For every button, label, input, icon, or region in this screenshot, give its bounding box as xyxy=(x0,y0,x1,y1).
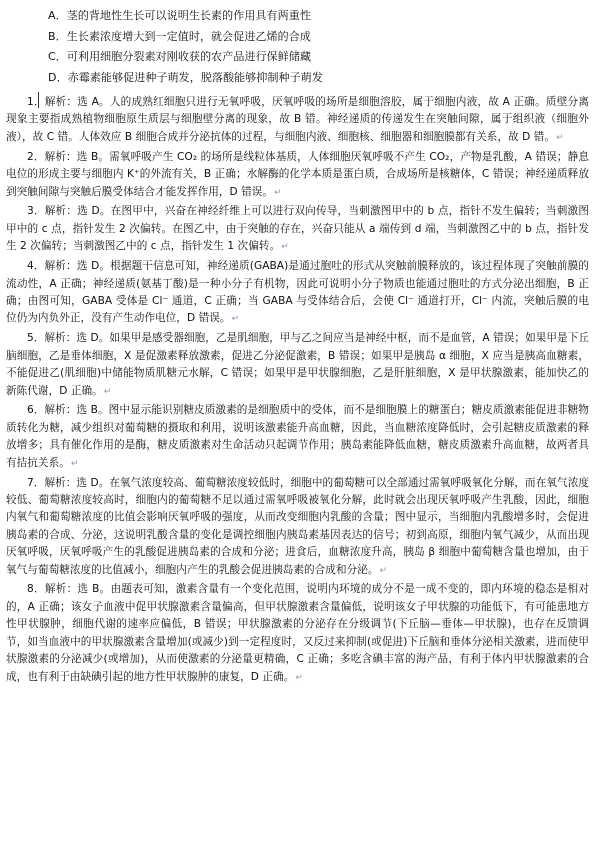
option-c: C．可利用细胞分裂素对刚收获的农产品进行保鲜储藏 xyxy=(48,50,312,63)
answer-8 xyxy=(6,581,589,686)
paragraph-mark-icon: ↵ xyxy=(231,314,240,325)
answer-7-text: 7．解析：选 D。在氧气浓度较高、葡萄糖浓度较低时，细胞中的葡萄糖可以全部通过需氧呼吸氧化分解，而在氧气浓度较低、葡萄糖浓度较高时，细胞内的葡萄糖不足以通过需氧呼吸被氧化分解，此时就会出现厌氧呼吸产生乳酸，因此，细胞内氧气和葡萄糖浓度的比值会影响厌氧呼吸的强度，从而改变细胞内乳酸的含量；图中显示，当细胞内乳酸增多时，会促进胰岛素的合成、分泌，这说明乳酸含量的变化是调控细胞内胰岛素基因表达的信号；初到高原，细胞内氧气减少，从而出现厌氧呼吸，厌氧呼吸产生的乳酸促进胰岛素的合成和分泌；进食后，血糖浓度升高，胰岛 β 细胞中葡萄糖含量也增加，由于氧气与葡萄糖浓度的比值减小，细胞内产生的乳酸会促进胰岛素的合成和分泌。 xyxy=(6,476,589,576)
answer-2-text: 2．解析：选 B。需氧呼吸产生 CO₂ 的场所是线粒体基质，人体细胞厌氧呼吸不产生 CO₂，产物是乳酸，A 错误；静息电位的形成主要与细胞内 K⁺的外流有关，B 正确；水解酶的化学本质是蛋白质，合成场所是核糖体，C 错误；神经递质释放到突触间隙与突触后膜受体结合才能发挥作用，D 错误。 xyxy=(6,150,589,198)
answer-6-text: 6．解析：选 B。图中显示能识别糖皮质激素的是细胞质中的受体，而不是细胞膜上的糖蛋白；糖皮质激素能促进非糖物质转化为糖，减少组织对葡萄糖的摄取和利用，说明该激素能升高血糖，因此，当血糖浓度降低时，会引起糖皮质激素的释放增多；具有催化作用的是酶，糖皮质激素对生命活动只起调节作用；胰岛素能降低血糖，糖皮质激素升高血糖，故两者具有拮抗关系。 xyxy=(6,404,589,469)
answer-2 xyxy=(6,149,589,202)
paragraph-mark-icon: ↵ xyxy=(70,458,79,469)
option-a: A．茎的背地性生长可以说明生长素的作用具有两重性 xyxy=(48,9,311,22)
question-options xyxy=(48,6,568,88)
paragraph-mark-icon: ↵ xyxy=(274,187,282,198)
answer-3 xyxy=(6,203,589,256)
answer-explanations xyxy=(6,94,589,688)
answer-1-text: 1．解析：选 A。人的成熟红细胞只进行无氧呼吸，厌氧呼吸的场所是细胞溶胶，属于细胞内液，故 A 正确。质壁分离现象主要指成熟植物细胞原生质层与细胞壁分离的现象，故 B 错。神经递质的传递发生在突触间隙，属于组织液（细胞外液），故 C 错。人体效应 B 细胞合成并分泌抗体的过程，与细胞内液、细胞核、细胞器和细胞膜都有关系，故 D 错。 xyxy=(6,96,589,143)
paragraph-mark-icon: ↵ xyxy=(379,565,388,576)
paragraph-mark-icon: ↵ xyxy=(295,672,303,683)
answer-3-text: 3．解析：选 D。在图甲中，兴奋在神经纤维上可以进行双向传导，当刺激图甲中的 b 点，指针不发生偏转；当刺激图甲中的 c 点，指针发生 2 次偏转。在图乙中，由于突触的存在，兴奋只能从 a 端传到 d 端，当刺激图乙中的 b 点，指针发生 2 次偏转；当刺激图乙中的 c 点，指针发生 1 次偏转。 xyxy=(6,205,589,253)
paragraph-mark-icon: ↵ xyxy=(281,242,289,253)
answer-7 xyxy=(6,475,589,580)
answer-5 xyxy=(6,330,589,401)
paragraph-mark-icon: ↵ xyxy=(556,132,564,143)
answer-8-text: 8．解析：选 B。由题表可知，激素含量有一个变化范围，说明内环境的成分不是一成不变的，即内环境的稳态是相对的，A 正确；该女子血液中促甲状腺激素含量偏高，但甲状腺激素含量偏低，说明该女子甲状腺的功能低下，有可能患地方性甲状腺肿，细胞代谢的速率应偏低，B 错误；甲状腺激素的分泌存在分级调节(下丘脑—垂体—甲状腺)，也存在反馈调节，如当血液中的甲状腺激素含量增加(或减少)到一定程度时，又反过来抑制(或促进)下丘脑和垂体分泌相关激素，进而使甲状腺激素的分泌减少(或增加)，从而使激素的分泌量更精确，C 正确；多吃含碘丰富的海产品，有利于体内甲状腺激素的合成，也有利于由缺碘引起的地方性甲状腺肿的康复，D 正确。 xyxy=(6,583,589,683)
answer-6 xyxy=(6,402,589,473)
answer-1 xyxy=(6,94,589,147)
option-d: D．赤霉素能够促进种子萌发，脱落酸能够抑制种子萌发 xyxy=(48,70,323,84)
answer-4 xyxy=(6,258,589,329)
option-b: B．生长素浓度增大到一定值时，就会促进乙烯的合成 xyxy=(48,29,311,43)
answer-4-text: 4．解析：选 D。根据题干信息可知，神经递质(GABA)是通过胞吐的形式从突触前膜释放的，该过程体现了突触前膜的流动性，A 正确；神经递质(氨基丁酸)是一种小分子有机物，因此可说明小分子物质也能通过胞吐的方式分泌出细胞，B 正确；由图可知，GABA 受体是 Cl⁻ 通道，C 正确；当 GABA 与受体结合后，会使 Cl⁻ 通道打开，Cl⁻ 内流，突触后膜的电位仍为内负外正，没有产生动作电位，D 错误。 xyxy=(6,260,589,325)
paragraph-mark-icon: ↵ xyxy=(103,386,112,397)
answer-5-text: 5．解析：选 D。如果甲是感受器细胞，乙是肌细胞，甲与乙之间应当是神经中枢，而不是血管，A 错误；如果甲是下丘脑细胞，乙是垂体细胞，X 是促激素释放激素，促进乙分泌促激素，B 错误；如果甲是胰岛 α 细胞，X 应当是胰高血糖素，不能促进乙(肌细胞)中储能物质肌糖元水解，C 错误；如果甲是甲状腺细胞，乙是肝脏细胞，X 是甲状腺激素，能加快乙的新陈代谢，D 正确。 xyxy=(6,332,589,397)
